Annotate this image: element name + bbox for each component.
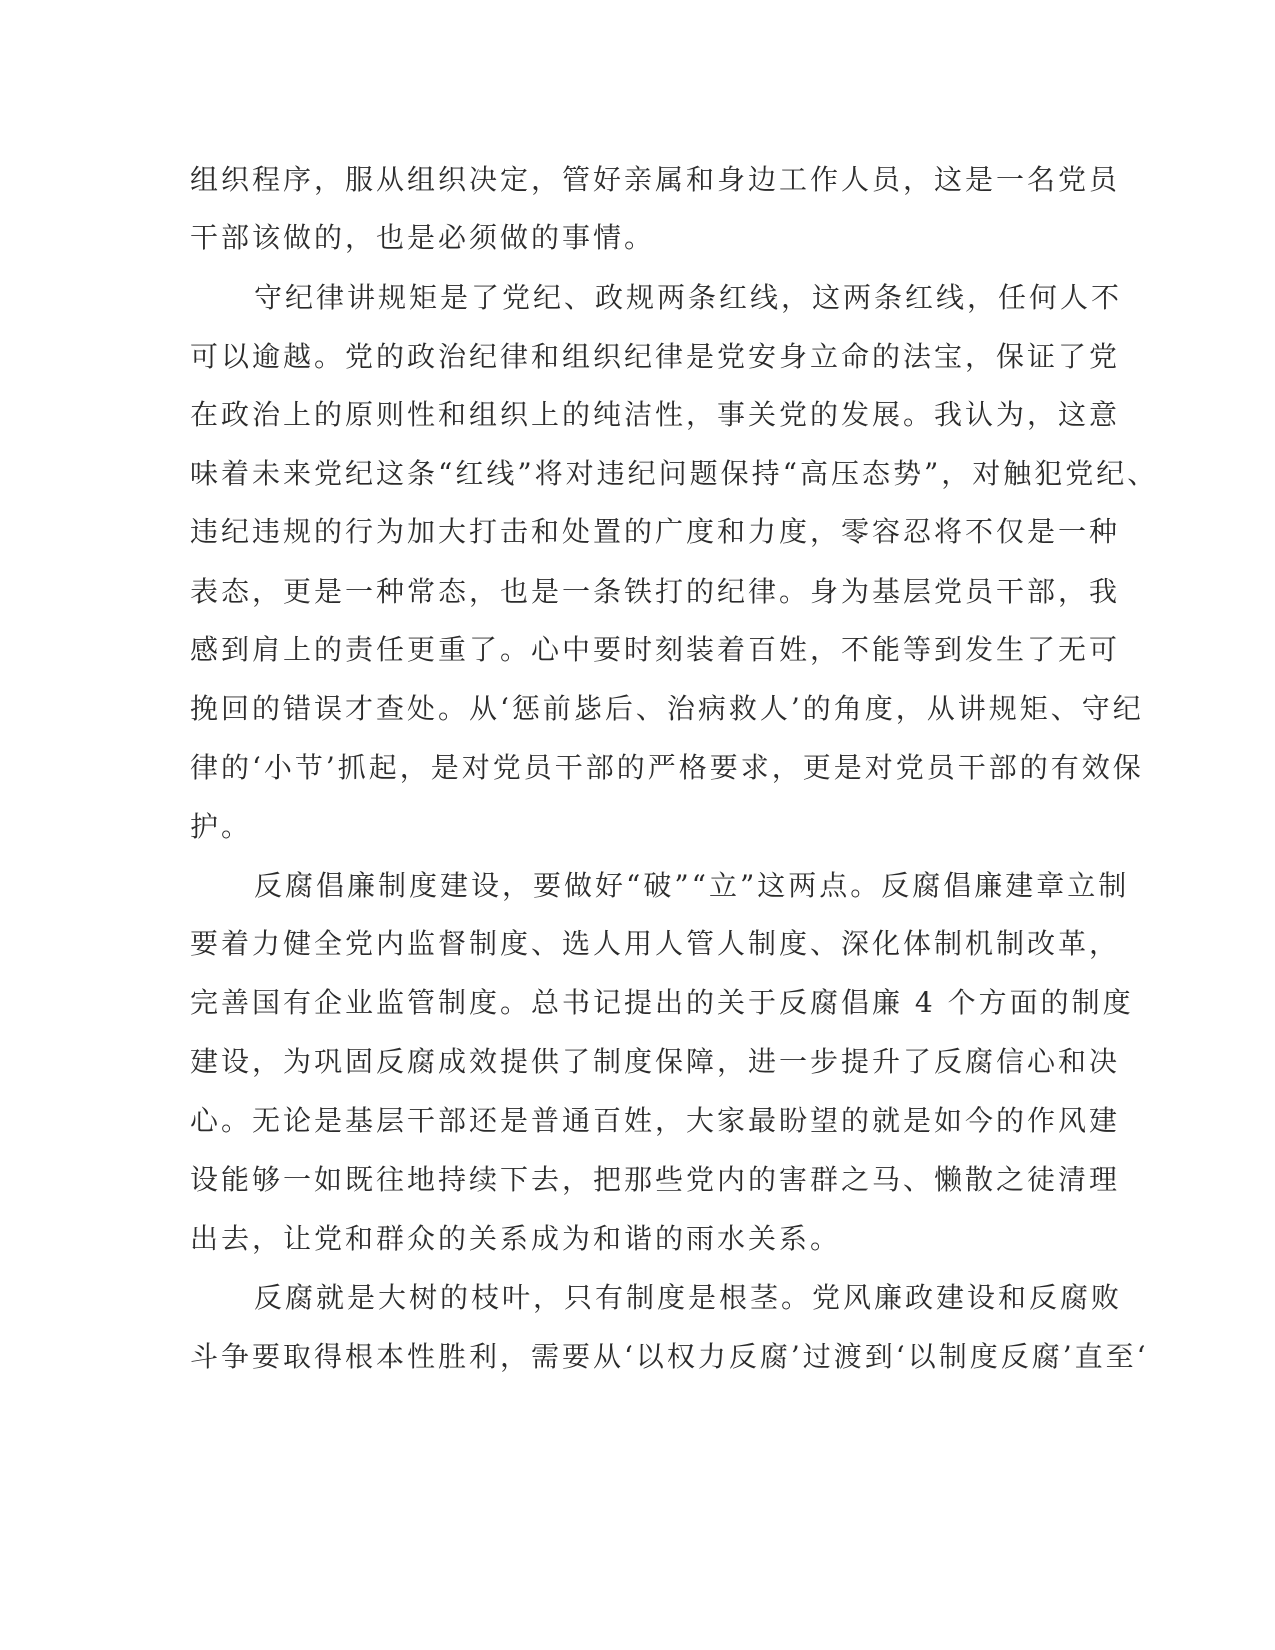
text-line: 要着力健全党内监督制度、选人用人管人制度、深化体制机制改革，: [190, 927, 1121, 960]
text-line: 斗争要取得根本性胜利，需要从‘以权力反腐’过渡到‘以制度反腐’直至‘: [190, 1340, 1149, 1373]
text-line: 设能够一如既往地持续下去，把那些党内的害群之马、懒散之徒清理: [190, 1163, 1121, 1196]
text-line: 建设，为巩固反腐成效提供了制度保障，进一步提升了反腐信心和决: [190, 1045, 1121, 1078]
text-line: 感到肩上的责任更重了。心中要时刻装着百姓，不能等到发生了无可: [190, 633, 1121, 666]
text-line: 可以逾越。党的政治纪律和组织纪律是党安身立命的法宝，保证了党: [190, 340, 1121, 373]
text-line: 护。: [190, 810, 253, 843]
text-line: 完善国有企业监管制度。总书记提出的关于反腐倡廉 4 个方面的制度: [190, 986, 1134, 1019]
text-line: 味着未来党纪这条“红线”将对违纪问题保持“高压态势”，对触犯党纪、: [190, 457, 1159, 490]
text-line: 出去，让党和群众的关系成为和谐的雨水关系。: [190, 1222, 842, 1255]
text-line: 表态，更是一种常态，也是一条铁打的纪律。身为基层党员干部，我: [190, 575, 1121, 608]
text-line: 干部该做的，也是必须做的事情。: [190, 221, 656, 254]
text-line: 心。无论是基层干部还是普通百姓，大家最盼望的就是如今的作风建: [190, 1104, 1121, 1137]
text-line: 律的‘小节’抓起，是对党员干部的严格要求，更是对党员干部的有效保: [190, 751, 1144, 784]
paragraph-start-line: 守纪律讲规矩是了党纪、政规两条红线，这两条红线，任何人不: [254, 281, 1123, 314]
paragraph-start-line: 反腐倡廉制度建设，要做好“破”“立”这两点。反腐倡廉建章立制: [254, 869, 1130, 902]
text-line: 挽回的错误才查处。从‘惩前毖后、治病救人’的角度，从讲规矩、守纪: [190, 692, 1144, 725]
text-line: 违纪违规的行为加大打击和处置的广度和力度，零容忍将不仅是一种: [190, 515, 1121, 548]
text-line: 在政治上的原则性和组织上的纯洁性，事关党的发展。我认为，这意: [190, 398, 1121, 431]
text-line: 组织程序，服从组织决定，管好亲属和身边工作人员，这是一名党员: [190, 163, 1121, 196]
paragraph-start-line: 反腐就是大树的枝叶，只有制度是根茎。党风廉政建设和反腐败: [254, 1281, 1123, 1314]
